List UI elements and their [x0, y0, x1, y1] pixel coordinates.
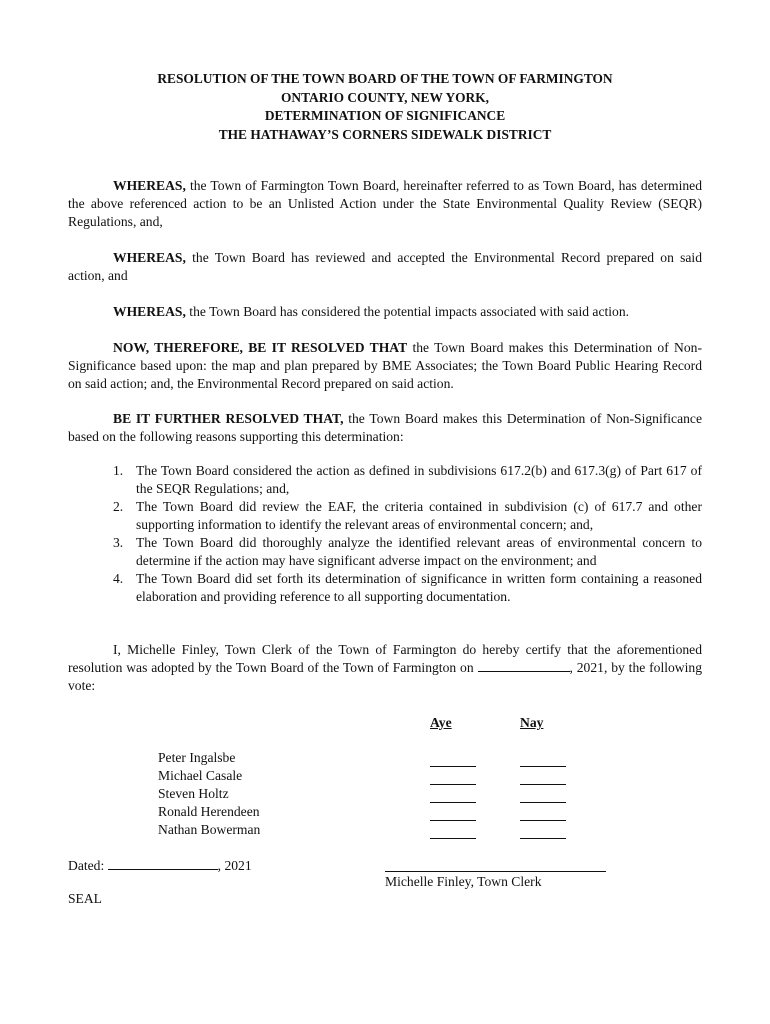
- member-name: Steven Holtz: [158, 786, 229, 801]
- title-line-3: DETERMINATION OF SIGNIFICANCE: [264, 108, 506, 123]
- whereas-paragraph-2: WHEREAS, the Town Board has reviewed and accepted the Environmental Record prepared on said action, and: [68, 250, 702, 283]
- seal-label: SEAL: [68, 891, 102, 906]
- dated-blank[interactable]: [108, 856, 218, 870]
- nay-vote-blank[interactable]: [520, 785, 566, 803]
- title-line-1: RESOLUTION OF THE TOWN BOARD OF THE TOWN OF FARMINGTON: [157, 71, 613, 86]
- aye-vote-blanks: [430, 749, 476, 839]
- nay-vote-blank[interactable]: [520, 803, 566, 821]
- adoption-date-blank[interactable]: [478, 659, 570, 672]
- nay-vote-blank[interactable]: [520, 767, 566, 785]
- signature-line[interactable]: [385, 871, 606, 872]
- title-line-4: THE HATHAWAY’S CORNERS SIDEWALK DISTRICT: [218, 126, 552, 142]
- nay-column-header: Nay: [520, 715, 544, 730]
- nay-vote-blank[interactable]: [520, 749, 566, 767]
- resolved-paragraph: NOW, THEREFORE, BE IT RESOLVED THAT the Town Board makes this Determination of Non-Significance based upon: the map and plan prepared by BME Associates; the Town Board Public Hearing Record on said action; and, the Environmental Record prepared on said action.: [68, 340, 702, 391]
- nay-vote-blanks: [520, 749, 566, 839]
- list-item: 3. The Town Board did thoroughly analyze the identified relevant areas of environmental concern to determine if the action may have significant adverse impact on the environment; and: [113, 535, 702, 568]
- aye-column-header: Aye: [430, 715, 452, 730]
- aye-vote-blank[interactable]: [430, 749, 476, 767]
- list-item: 2. The Town Board did review the EAF, the criteria contained in subdivision (c) of 617.7 and other supporting information to identify the relevant areas of environmental concern; and,: [113, 499, 702, 532]
- aye-vote-blank[interactable]: [430, 785, 476, 803]
- dated-label: Dated:: [68, 858, 105, 873]
- reasons-list: [68, 462, 702, 606]
- resolution-title: [0, 70, 770, 144]
- member-name: Ronald Herendeen: [158, 804, 260, 819]
- dated-year: , 2021: [217, 858, 252, 873]
- list-item: 1. The Town Board considered the action as defined in subdivisions 617.2(b) and 617.3(g) of Part 617 of the SEQR Regulations; and,: [113, 463, 702, 496]
- member-name: Nathan Bowerman: [158, 822, 261, 837]
- title-line-2: ONTARIO COUNTY, NEW YORK,: [281, 89, 489, 105]
- member-name: Peter Ingalsbe: [158, 750, 236, 765]
- whereas-paragraph-1: WHEREAS, the Town of Farmington Town Board, hereinafter referred to as Town Board, has determined the above referenced action to be an Unlisted Action under the State Environmental Quality Review (SEQR) Regulations, and,: [68, 178, 702, 229]
- aye-vote-blank[interactable]: [430, 821, 476, 839]
- whereas-paragraph-3: WHEREAS, the Town Board has considered the potential impacts associated with said action.: [113, 304, 630, 319]
- board-members-list: [158, 749, 260, 839]
- nay-vote-blank[interactable]: [520, 821, 566, 839]
- clerk-certification: I, Michelle Finley, Town Clerk of the Town of Farmington do hereby certify that the aforementioned resolution was adopted by the Town Board of the Town of Farmington on , 2021, by the following vote:: [68, 642, 702, 693]
- list-item: 4. The Town Board did set forth its determination of significance in written form containing a reasoned elaboration and providing reference to all supporting documentation.: [113, 571, 702, 604]
- dated-line: [68, 856, 252, 875]
- aye-vote-blank[interactable]: [430, 803, 476, 821]
- signatory-name: Michelle Finley, Town Clerk: [385, 874, 542, 889]
- further-resolved-paragraph: BE IT FURTHER RESOLVED THAT, the Town Board makes this Determination of Non-Significance based on the following reasons supporting this determination:: [68, 411, 702, 444]
- aye-vote-blank[interactable]: [430, 767, 476, 785]
- member-name: Michael Casale: [158, 768, 243, 783]
